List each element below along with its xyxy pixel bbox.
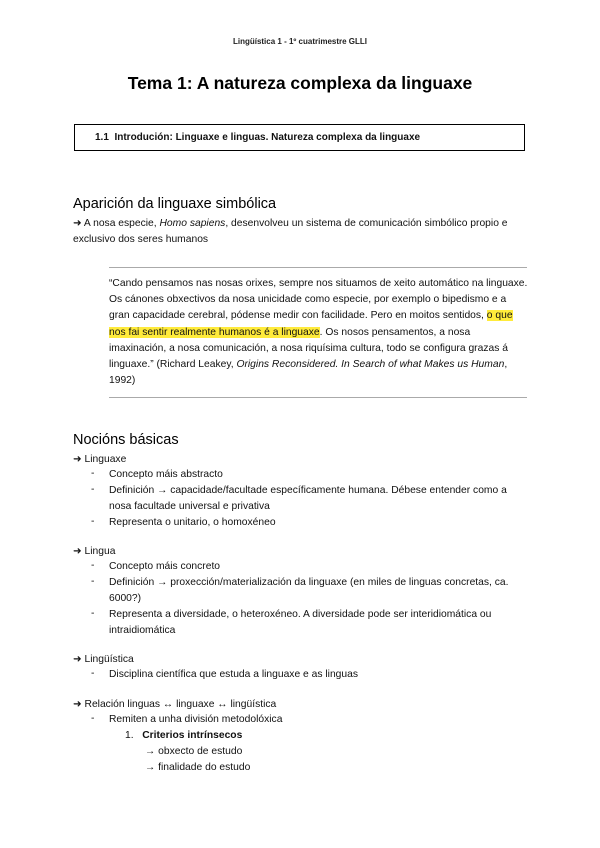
list-item: Definición → capacidade/facultade específicamente humana. Débese entender como a nosa facultade universal e privativa: [109, 485, 507, 512]
dash-bullet: -: [91, 560, 95, 571]
quote-text-1: “Cando pensamos nas nosas orixes, sempre nos situamos de xeito automático na linguaxe. Os cánones obxectivos da nosa unicidade como especie, por exemplo o bipedismo e a gran capacidade cerebral, pódense medir con facilidade. Pero en moitos sentidos,: [109, 278, 528, 322]
section-number: 1.1: [95, 132, 109, 143]
page-title: Tema 1: A natureza complexa da linguaxe: [127, 73, 473, 93]
linguaxe-label: Linguaxe: [81, 454, 127, 465]
list-item: Concepto máis concreto: [109, 561, 221, 572]
section-label: Introdución: Linguaxe e linguas. Natureza complexa da linguaxe: [114, 132, 421, 143]
arrow-right-icon: ➜: [73, 218, 82, 229]
section-heading-box: [74, 124, 525, 151]
dash-bullet: -: [91, 468, 95, 479]
quote-text-2: . Os nosos pensamentos, a nosa imaxinación, a nosa comunicación, a nosa riquísima cultura, todo se configura grazas á linguaxe.” (Richard Leakey,: [109, 326, 508, 371]
arrow-right-icon: ➜: [73, 699, 82, 710]
dash-bullet: -: [91, 668, 95, 679]
list-item: Definición → proxección/materialización da linguaxe (en miles de linguas concretas, ca. 6000?): [109, 577, 509, 604]
list-item: Disciplina científica que estuda a linguaxe e as linguas: [109, 669, 358, 680]
lingua-heading: [73, 544, 115, 560]
list-item: Remiten a unha división metodolóxica: [109, 714, 283, 725]
list-item: Representa a diversidade, o heteroxéneo. A diversidade pode ser interidiomática ou intraidiomática: [109, 609, 492, 636]
arrow-right-icon: ➜: [73, 546, 82, 557]
aparicion-heading: Aparición da linguaxe simbólica: [73, 196, 277, 212]
quote-top-divider: [109, 267, 527, 268]
linguistica-heading: [73, 652, 134, 668]
page-header: Lingüística 1 - 1º cuatrimestre GLLI: [232, 37, 368, 46]
aparicion-text-italic: Homo sapiens: [159, 218, 226, 229]
leakey-quote: [109, 276, 529, 389]
nocions-heading: Nocións básicas: [73, 432, 179, 448]
aparicion-paragraph: [73, 216, 533, 248]
list-item: Representa o unitario, o homoxéneo: [109, 517, 276, 528]
quote-text-3: , 1992): [109, 359, 508, 387]
numbered-item: [125, 728, 242, 744]
relacion-heading: [73, 697, 276, 713]
relacion-label: Relación linguas ↔ linguaxe ↔ lingüística: [81, 699, 277, 710]
dash-bullet: -: [91, 713, 95, 724]
numbered-label: Criterios intrínsecos: [142, 730, 243, 741]
quote-book-title: Origins Reconsidered. In Search of what Makes us Human: [236, 359, 505, 371]
arrow-right-icon: ➜: [73, 454, 82, 465]
dash-bullet: -: [91, 516, 95, 527]
aparicion-text-pre: A nosa especie,: [81, 218, 160, 229]
dash-bullet: -: [91, 608, 95, 619]
quote-highlight: o que nos fai sentir realmente humanos é a linguaxe: [109, 310, 513, 338]
sub-list-item: → obxecto de estudo: [145, 746, 243, 757]
numbered-prefix: 1.: [125, 730, 134, 741]
sub-list-item: → finalidade do estudo: [145, 762, 251, 773]
lingua-label: Lingua: [81, 546, 116, 557]
arrow-right-icon: ➜: [73, 654, 82, 665]
linguaxe-heading: [73, 452, 126, 468]
dash-bullet: -: [91, 484, 95, 495]
linguistica-label: Lingüística: [81, 654, 134, 665]
dash-bullet: -: [91, 576, 95, 587]
aparicion-text-post: , desenvolveu un sistema de comunicación simbólico propio e exclusivo dos seres humanos: [73, 218, 508, 245]
list-item: Concepto máis abstracto: [109, 469, 223, 480]
quote-bottom-divider: [109, 397, 527, 398]
